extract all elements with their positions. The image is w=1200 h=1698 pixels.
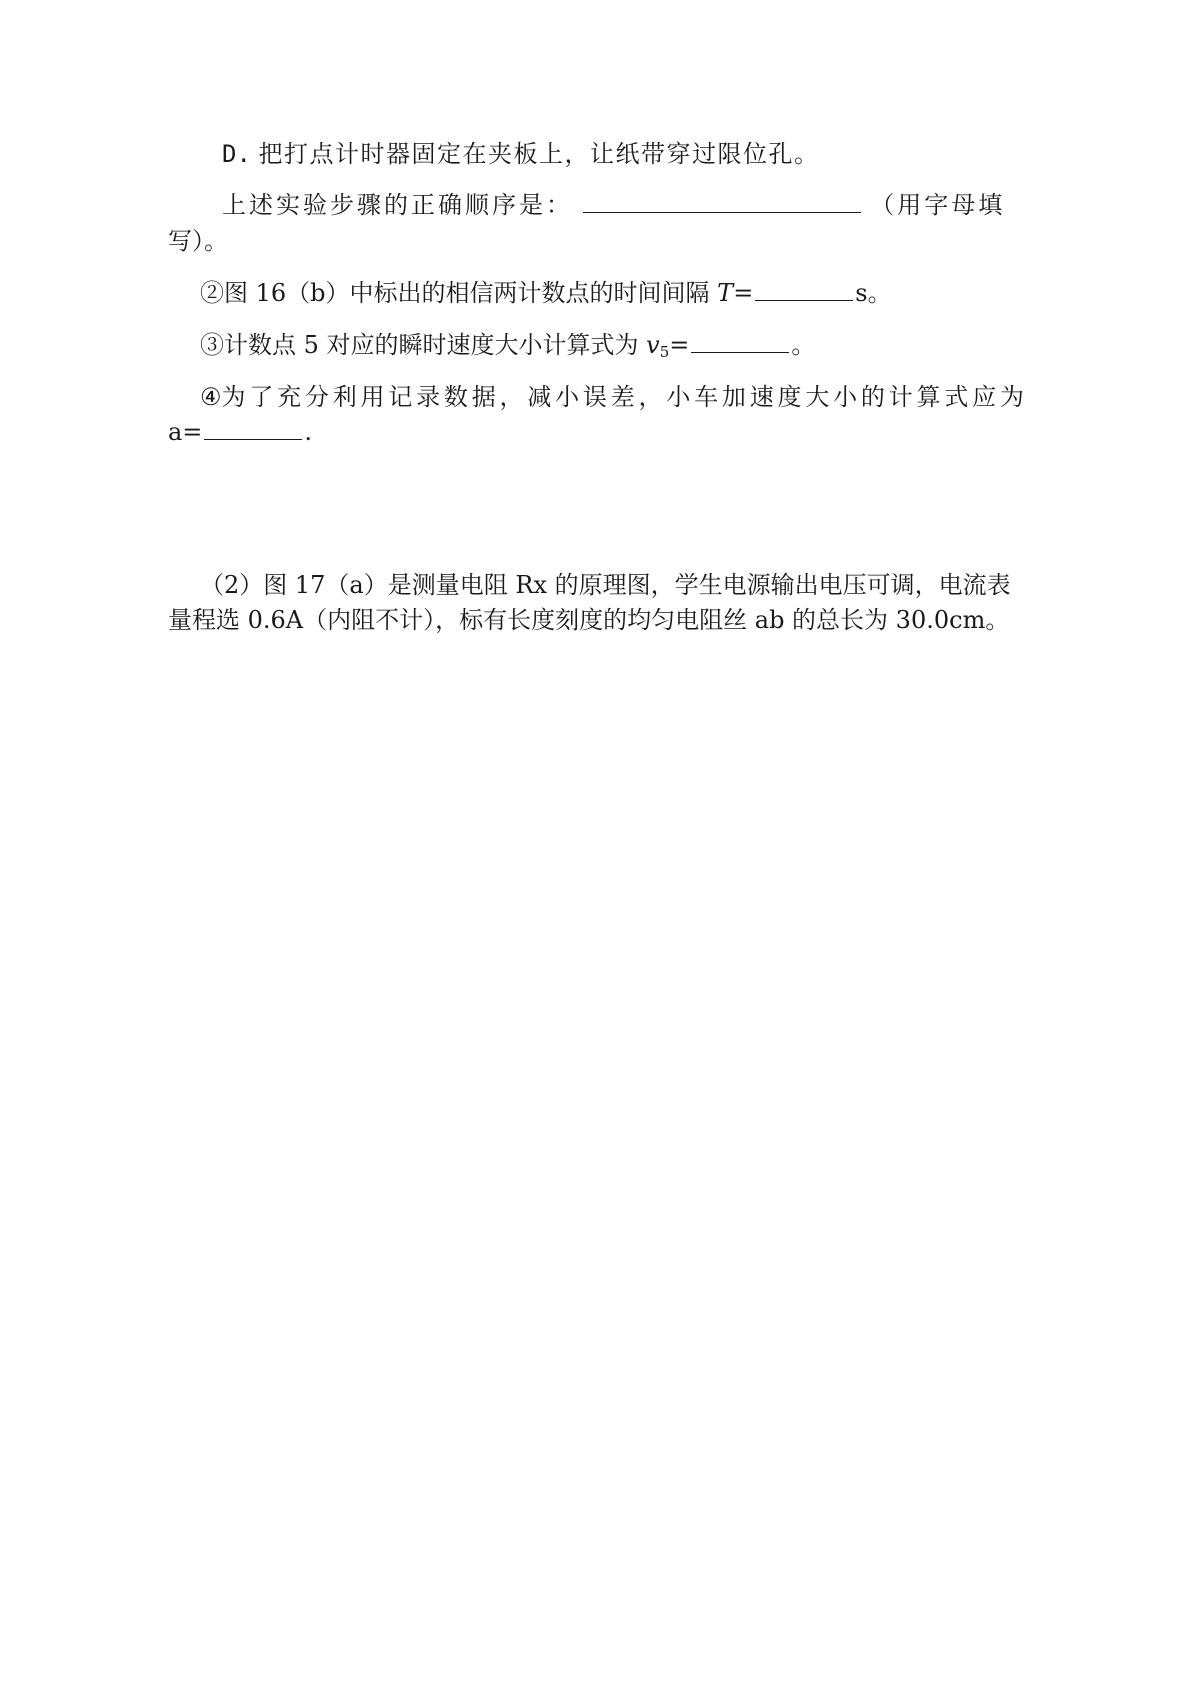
part-2-line-1 <box>200 568 1011 602</box>
question-2-equals: = <box>733 279 754 307</box>
question-4-marker: ④ <box>200 383 222 411</box>
step-d-letter: D. <box>222 140 251 168</box>
question-2-variable: T <box>717 279 734 307</box>
question-2-marker: ② <box>200 279 224 307</box>
order-question-continuation-line <box>168 224 228 258</box>
question-2-text: 图 16（b）中标出的相信两计数点的时间间隔 <box>224 279 718 307</box>
question-2-unit: s。 <box>855 279 892 307</box>
question-4-suffix: . <box>304 418 313 446</box>
question-4-answer-line <box>168 415 312 449</box>
part-2-text-1: （2）图 17（a）是测量电阻 Rx 的原理图，学生电源输出电压可调，电流表 <box>200 571 1011 599</box>
question-2-line <box>200 276 892 310</box>
velocity-answer-blank[interactable] <box>691 328 789 353</box>
interval-answer-blank[interactable] <box>755 276 853 301</box>
order-question-continuation: 写）。 <box>168 227 228 255</box>
question-4-line <box>200 380 1028 414</box>
order-answer-blank[interactable] <box>583 188 861 213</box>
order-question-line <box>222 188 1005 222</box>
question-3-marker: ③ <box>200 331 224 359</box>
question-4-text: 为了充分利用记录数据，减小误差，小车加速度大小的计算式应为 <box>221 383 1028 411</box>
question-3-suffix: 。 <box>791 331 816 359</box>
question-3-equals: = <box>669 331 690 359</box>
question-3-variable: v <box>646 331 660 359</box>
order-question-prefix: 上述实验步骤的正确顺序是： <box>222 191 573 219</box>
acceleration-answer-blank[interactable] <box>204 415 302 440</box>
order-question-suffix: （用字母填 <box>870 191 1006 219</box>
step-d-text: 把打点计时器固定在夹板上，让纸带穿过限位孔。 <box>258 140 820 168</box>
step-d-line <box>222 137 820 171</box>
part-2-line-2 <box>168 603 1009 637</box>
part-2-text-2: 量程选 0.6A（内阻不计），标有长度刻度的均匀电阻丝 ab 的总长为 30.0cm。 <box>168 606 1010 634</box>
question-4-prefix: a= <box>168 418 203 446</box>
question-3-text: 计数点 5 对应的瞬时速度大小计算式为 <box>224 331 647 359</box>
question-3-line <box>200 328 815 362</box>
question-3-subscript: 5 <box>659 343 670 361</box>
